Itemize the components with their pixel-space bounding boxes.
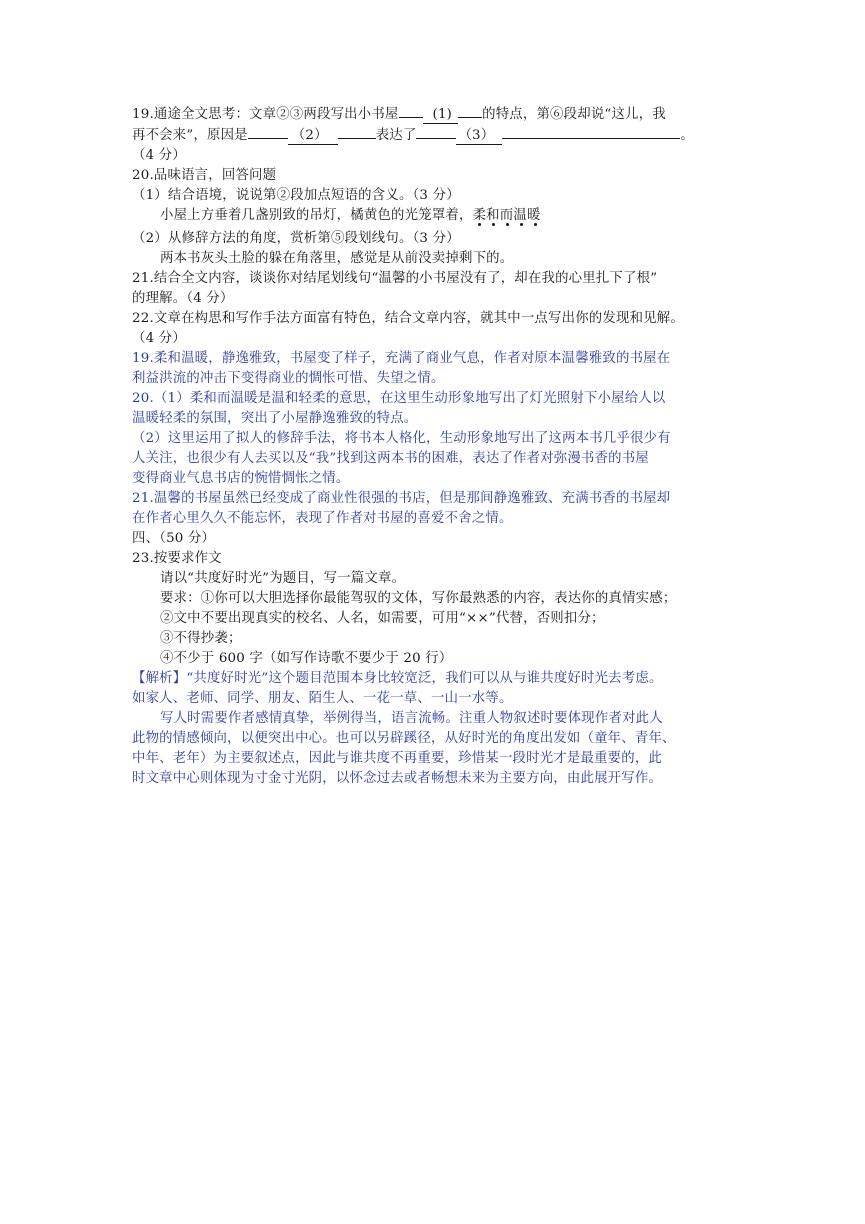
q19-blank-1: (1)	[423, 107, 459, 124]
answer-20-line-3: （2）这里运用了拟人的修辞手法，将书本人格化，生动形象地写出了这两本书几乎很少有	[132, 431, 671, 446]
q19-blank-pad	[458, 117, 482, 118]
q23-requirement-2: ②文中不要出现真实的校名、人名，如需要，可用“××”代替，否则扣分；	[160, 611, 605, 626]
emphasis-dot	[534, 223, 537, 226]
dotted-phrase-text: 柔和而温暖	[472, 208, 541, 223]
q19-text-d: 表达了	[375, 128, 417, 143]
q19-text-a: 19.通途全文思考：文章②③两段写出小书屋	[132, 107, 399, 122]
q23-requirement-1: 要求：①你可以大胆选择你最能驾驭的文体，写你最熟悉的内容，表达你的真情实感；	[160, 591, 677, 606]
emphasis-dot	[506, 223, 509, 226]
q19-blank-3: （3）	[456, 128, 502, 145]
answer-20-line-4: 人关注，也很少有人去买以及“我”找到这两本书的困难，表达了作者对弥漫书香的书屋	[132, 451, 649, 466]
q23-prompt: 请以“共度好时光”为题目，写一篇文章。	[160, 571, 406, 586]
q20-title: 20.品味语言，回答问题	[132, 168, 277, 183]
q23-requirement-4: ④不少于 600 字（如写作诗歌不要少于 20 行）	[160, 651, 453, 666]
q19-score: （4 分）	[132, 148, 186, 163]
answer-21-line-2: 在作者心里久久不能忘怀，表现了作者对书屋的喜爱不舍之情。	[132, 511, 513, 526]
answer-20-line-5: 变得商业气息书店的惋惜惆怅之情。	[132, 471, 350, 486]
q20-quote-text: 小屋上方垂着几盏别致的吊灯，橘黄色的光笼罩着，	[160, 208, 473, 223]
q22-line-1: 22.文章在构思和写作手法方面富有特色，结合文章内容，就其中一点写出你的发现和见解。	[132, 311, 684, 326]
analysis-line-3: 写人时需要作者感情真挚，举例得当，语言流畅。注重人物叙述时要体现作者对此人	[160, 711, 663, 726]
answer-20-line-1: 20.（1）柔和而温暖是温和轻柔的意思，在这里生动形象地写出了灯光照射下小屋给人以	[132, 391, 666, 406]
answer-21-line-1: 21.温馨的书屋虽然已经变成了商业性很强的书店，但是那间静逸雅致、充满书香的书屋却	[132, 491, 671, 506]
section-4-title: 四、（50 分）	[132, 531, 216, 546]
q22-line-2: （4 分）	[132, 331, 186, 346]
q19-line-2	[132, 126, 694, 146]
q19-text-b: 的特点，第⑥段却说“这儿，我	[482, 107, 666, 122]
emphasis-dot	[520, 223, 523, 226]
q19-blank-pad	[399, 117, 423, 118]
emphasis-dot	[478, 223, 481, 226]
q23-title: 23.按要求作文	[132, 551, 222, 566]
q19-blank-pad	[502, 138, 680, 139]
q20-part1-quote	[160, 206, 541, 226]
answer-19-line-2: 利益洪流的冲击下变得商业的惆怅可惜、失望之情。	[132, 371, 445, 386]
q19-blank-pad	[338, 138, 376, 139]
answer-19-line-1: 19.柔和温暖，静逸雅致，书屋变了样子，充满了商业气息，作者对原本温馨雅致的书屋在	[132, 351, 671, 366]
emphasis-dot	[492, 223, 495, 226]
q20-part2: （2）从修辞方法的角度，赏析第⑤段划线句。（3 分）	[132, 231, 460, 246]
analysis-label: 【解析】	[132, 671, 187, 686]
q19-blank-pad	[248, 138, 288, 139]
answer-20-line-2: 温暖轻柔的氛围，突出了小屋静逸雅致的特点。	[132, 411, 418, 426]
analysis-line-4: 此物的情感倾向，以便突出中心。也可以另辟蹊径，从好时光的角度出发如（童年、青年、	[132, 731, 676, 746]
dotted-phrase	[473, 208, 541, 223]
analysis-line-1	[132, 669, 663, 689]
q20-part1: （1）结合语境，说说第②段加点短语的含义。（3 分）	[132, 188, 460, 203]
q21-line-1: 21.结合全文内容，谈谈你对结尾划线句“温馨的小书屋没有了，却在我的心里扎下了根”	[132, 271, 658, 286]
q19-blank-2: （2）	[288, 128, 338, 145]
q19-text-c: 再不会来”，原因是	[132, 128, 248, 143]
q21-line-2: 的理解。（4 分）	[132, 291, 234, 306]
q19-line-1	[132, 105, 666, 125]
q19-text-e: 。	[680, 128, 694, 143]
q20-part2-quote: 两本书灰头土脸的躲在角落里，感觉是从前没卖掉剩下的。	[160, 251, 514, 266]
q23-requirement-3: ③不得抄袭；	[160, 631, 242, 646]
analysis-line-6: 时文章中心则体现为寸金寸光阴，以怀念过去或者畅想未来为主要方向，由此展开写作。	[132, 771, 663, 786]
analysis-text: “共度好时光”这个题目范围本身比较宽泛，我们可以从与谁共度好时光去考虑。	[186, 671, 663, 686]
analysis-line-2: 如家人、老师、同学、朋友、陌生人、一花一草、一山一水等。	[132, 691, 513, 706]
analysis-line-5: 中年、老年）为主要叙述点，因此与谁共度不再重要，珍惜某一段时光才是最重要的，此	[132, 751, 663, 766]
q19-blank-pad	[416, 138, 456, 139]
